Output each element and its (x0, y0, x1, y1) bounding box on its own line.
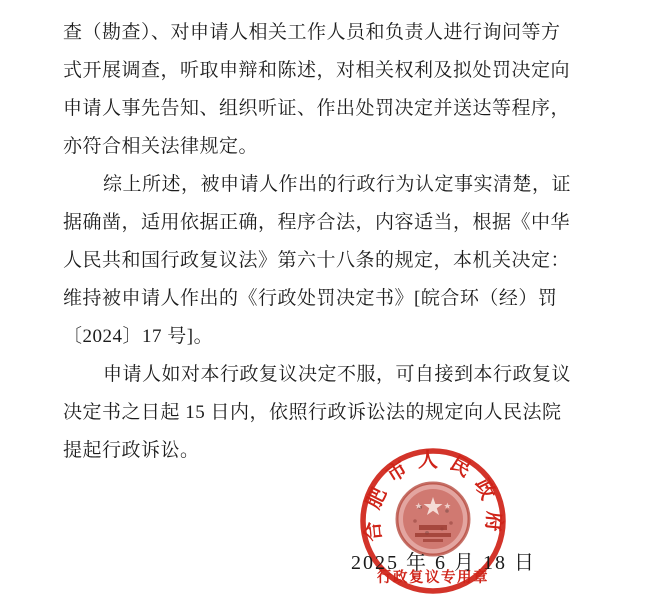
date-stamp: 2025 年 6 月 18 日 (351, 552, 536, 574)
document-text-line: 式开展调查，听取申辩和陈述，对相关权利及拟处罚决定向 (63, 60, 571, 81)
document-text-line: 提起行政诉讼。 (63, 440, 200, 461)
document-text-line: 综上所述，被申请人作出的行政行为认定事实清楚，证 (103, 174, 572, 195)
document-text-block (63, 14, 572, 470)
document-text-line: 申请人事先告知、组织听证、作出处罚决定并送达等程序， (63, 98, 571, 119)
seal-bottom-text: 行政复议专用章 (377, 570, 489, 586)
document-text-line: 决定书之日起 15 日内，依照行政诉讼法的规定向人民法院 (63, 402, 562, 423)
document-text-line: 据确凿，适用依据正确，程序合法，内容适当，根据《中华 (63, 212, 571, 233)
document-text-line: 查（勘查）、对申请人相关工作人员和负责人进行询问等方 (63, 22, 561, 43)
national-emblem-icon (397, 483, 469, 555)
document-text-line: 维持被申请人作出的《行政处罚决定书》[皖合环（经）罚 (63, 288, 558, 309)
document-text-line: 〔2024〕17 号]。 (63, 326, 214, 347)
document-text-line: 人民共和国行政复议法》第六十八条的规定，本机关决定： (63, 250, 571, 271)
seal-ring-text: 合肥市人民政府 (360, 449, 506, 543)
document-text-line: 申请人如对本行政复议决定不服，可自接到本行政复议 (103, 364, 572, 385)
document-text-line: 亦符合相关法律规定。 (63, 136, 259, 157)
